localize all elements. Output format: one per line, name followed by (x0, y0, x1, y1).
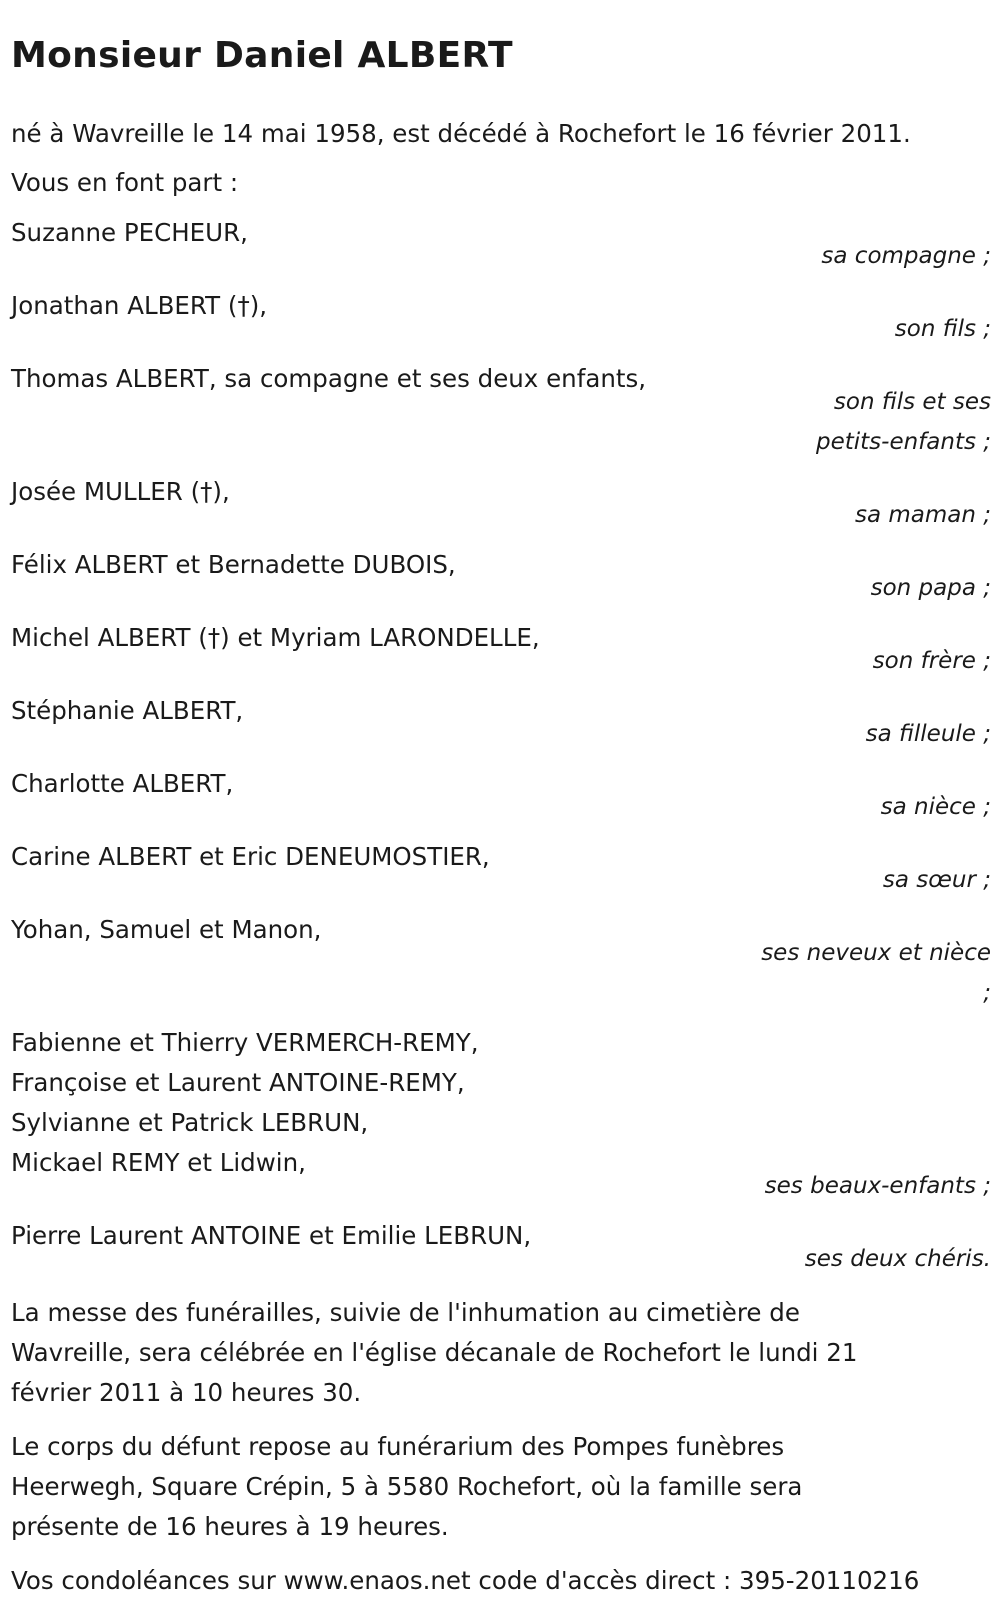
relationship-text: petits-enfants ; (815, 429, 991, 455)
family-entry (11, 1216, 991, 1279)
relationship-text: son fils ; (894, 316, 991, 342)
intro-block (11, 114, 991, 203)
family-member-name: Stéphanie ALBERT, (11, 696, 244, 725)
ceremony-info (11, 1293, 991, 1601)
family-entry (11, 910, 991, 1013)
family-entry (11, 618, 991, 681)
relationship-text: son frère ; (872, 648, 991, 674)
condolences-line (11, 1561, 951, 1601)
family-member-name: Fabienne et Thierry VERMERCH-REMY, (11, 1028, 479, 1057)
family-member-name: Pierre Laurent ANTOINE et Emilie LEBRUN, (11, 1221, 532, 1250)
paragraph-line: Wavreille, sera célébrée en l'église décanale de Rochefort le lundi 21 (11, 1338, 858, 1367)
family-entry (11, 359, 991, 462)
relationship-text: son papa ; (870, 575, 991, 601)
announcement-line: Vous en font part : (11, 168, 239, 197)
relationship-text: sa sœur ; (882, 867, 991, 893)
family-member-name: Françoise et Laurent ANTOINE-REMY, (11, 1068, 465, 1097)
paragraph-line: Heerwegh, Square Crépin, 5 à 5580 Rochefort, où la famille sera (11, 1472, 803, 1501)
family-member-name: Mickael REMY et Lidwin, (11, 1148, 306, 1177)
info-paragraph (11, 1293, 951, 1413)
family-entry (11, 286, 991, 349)
paragraph-line: Le corps du défunt repose au funérarium des Pompes funèbres (11, 1432, 785, 1461)
family-entry (11, 472, 991, 535)
relationship-text: ses neveux et nièce (761, 940, 991, 966)
family-entry (11, 1023, 991, 1206)
relationship-text: ; (983, 980, 991, 1006)
family-member-name: Thomas ALBERT, sa compagne et ses deux enfants, (11, 364, 647, 393)
family-member-name: Félix ALBERT et Bernadette DUBOIS, (11, 550, 456, 579)
relationship-text: ses beaux-enfants ; (764, 1173, 991, 1199)
family-member-name: Sylvianne et Patrick LEBRUN, (11, 1108, 369, 1137)
relationship-text: ses deux chéris. (804, 1246, 991, 1272)
birth-death-statement: né à Wavreille le 14 mai 1958, est décédé à Rochefort le 16 février 2011. (11, 119, 911, 148)
family-member-name: Jonathan ALBERT (†), (11, 291, 268, 320)
relationship-text: sa maman ; (854, 502, 991, 528)
family-entry (11, 837, 991, 900)
family-entry (11, 691, 991, 754)
family-member-name: Michel ALBERT (†) et Myriam LARONDELLE, (11, 623, 540, 652)
obituary-page (11, 0, 991, 1601)
relationship-text: sa compagne ; (821, 243, 991, 269)
family-entry (11, 764, 991, 827)
family-member-name: Suzanne PECHEUR, (11, 218, 248, 247)
relationship-text: sa nièce ; (880, 794, 991, 820)
family-list (11, 213, 991, 1279)
paragraph-line: La messe des funérailles, suivie de l'inhumation au cimetière de (11, 1298, 800, 1327)
paragraph-line: Vos condoléances sur www.enaos.net code d'accès direct : 395-20110216 (11, 1566, 920, 1595)
family-entry (11, 213, 991, 276)
family-entry (11, 545, 991, 608)
family-member-name: Yohan, Samuel et Manon, (11, 915, 322, 944)
family-member-name: Charlotte ALBERT, (11, 769, 234, 798)
family-member-name: Carine ALBERT et Eric DENEUMOSTIER, (11, 842, 490, 871)
family-member-name: Josée MULLER (†), (11, 477, 230, 506)
relationship-text: son fils et ses (833, 389, 991, 415)
info-paragraph (11, 1427, 951, 1547)
paragraph-line: février 2011 à 10 heures 30. (11, 1378, 362, 1407)
relationship-text: sa filleule ; (865, 721, 991, 747)
paragraph-line: présente de 16 heures à 19 heures. (11, 1512, 449, 1541)
page-title: Monsieur Daniel ALBERT (11, 35, 513, 76)
